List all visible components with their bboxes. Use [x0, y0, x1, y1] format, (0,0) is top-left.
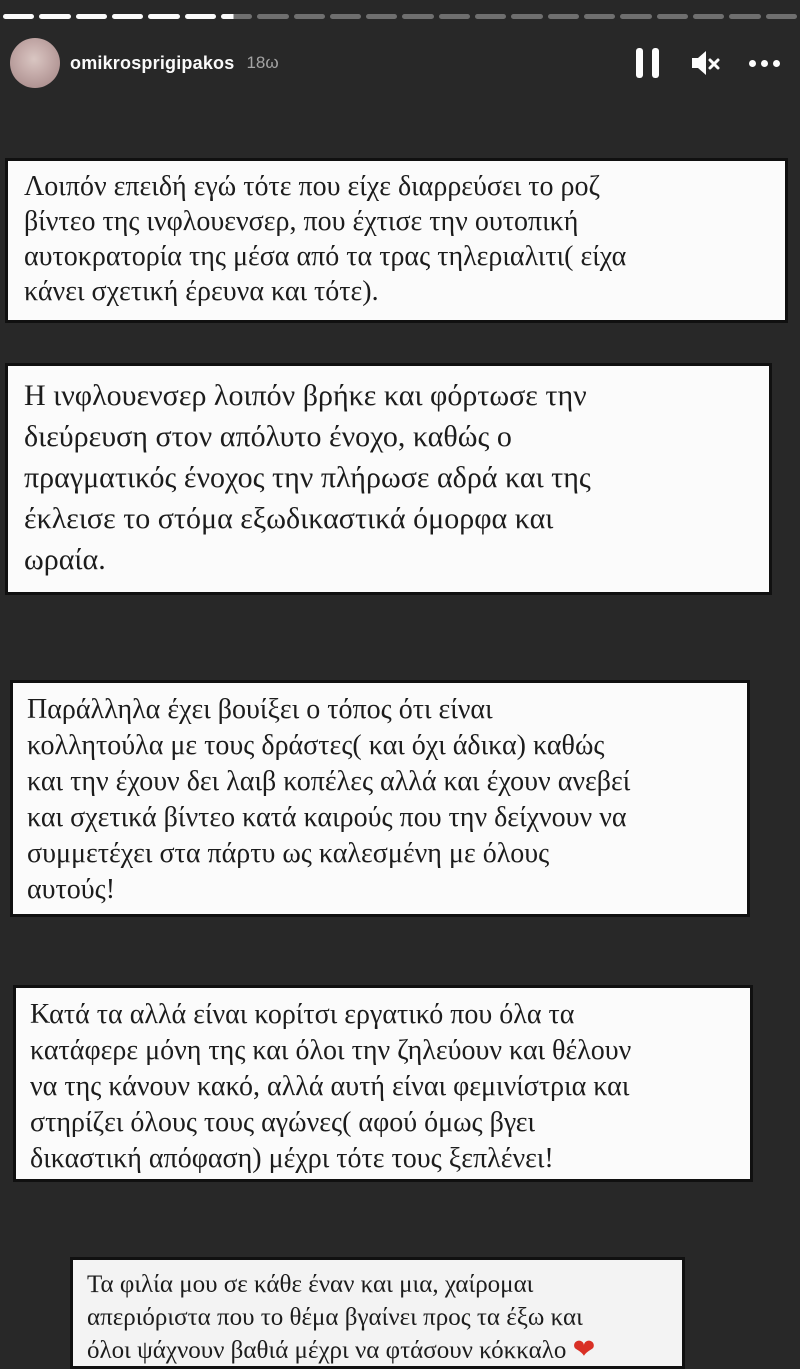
story-text-5: Τα φιλία μου σε κάθε έναν και μια, χαίρομαι απεριόριστα που το θέμα βγαίνει προς τα έξω και όλοι ψάχνουν βαθιά μέχρι να φτάσουν κόκκαλο	[87, 1271, 583, 1364]
progress-segment	[112, 14, 143, 19]
progress-segment	[475, 14, 506, 19]
story-header	[10, 36, 786, 90]
avatar[interactable]	[10, 38, 60, 88]
story-timestamp: 18ω	[246, 53, 279, 72]
progress-segment	[657, 14, 688, 19]
more-options-button[interactable]	[749, 45, 780, 81]
progress-segment	[548, 14, 579, 19]
progress-segment	[3, 14, 34, 19]
username[interactable]: omikrosprigipakos	[70, 52, 235, 73]
progress-segment	[221, 14, 252, 19]
mute-button[interactable]	[687, 45, 723, 81]
red-heart-icon: ❤	[572, 1334, 596, 1364]
progress-segment	[729, 14, 760, 19]
progress-segment	[511, 14, 542, 19]
story-text-block-4	[13, 985, 753, 1182]
progress-segment	[148, 14, 179, 19]
progress-segment	[766, 14, 797, 19]
progress-segment	[39, 14, 70, 19]
progress-segment	[76, 14, 107, 19]
progress-segment	[257, 14, 288, 19]
pause-icon	[636, 48, 643, 78]
more-options-icon	[749, 60, 756, 67]
progress-segment	[439, 14, 470, 19]
progress-segment	[620, 14, 651, 19]
progress-segment	[185, 14, 216, 19]
progress-segment	[402, 14, 433, 19]
pause-button[interactable]	[636, 45, 659, 81]
progress-segment	[330, 14, 361, 19]
progress-segment	[294, 14, 325, 19]
progress-segment	[584, 14, 615, 19]
progress-segment	[693, 14, 724, 19]
story-text-3: Παράλληλα έχει βουίξει ο τόπος ότι είναι κολλητούλα με τους δράστες( και όχι άδικα) καθώς και την έχουν δει λαιβ κοπέλες αλλά και έχουν ανεβεί και σχετικά βίντεο κατά καιρούς που την δείχνουν να συμμετέχει στα πάρτυ ως καλεσμένη με όλους αυτούς!	[27, 694, 631, 905]
story-text-4: Κατά τα αλλά είναι κορίτσι εργατικό που όλα τα κατάφερε μόνη της και όλοι την ζηλεύουν και θέλουν να της κάνουν κακό, αλλά αυτή είναι φεμινίστρια και στηρίζει όλους τους αγώνες( αφού όμως βγει δικαστική απόφαση) μέχρι τότε τους ξεπλένει!	[30, 999, 632, 1174]
story-text-1: Λοιπόν επειδή εγώ τότε που είχε διαρρεύσει το ροζ βίντεο της ινφλουενσερ, που έχτισε την ουτοπική αυτοκρατορία της μέσα από τα τρας τηλεριαλιτι( είχα κάνει σχετική έρευνα και τότε).	[24, 171, 627, 307]
story-text-block-1	[5, 158, 788, 323]
story-text-2: Η ινφλουενσερ λοιπόν βρήκε και φόρτωσε την διεύρευση στον απόλυτο ένοχο, καθώς ο πραγματικός ένοχος την πλήρωσε αδρά και της έκλεισε το στόμα εξωδικαστικά όμορφα και ωραία.	[24, 379, 591, 576]
mute-icon	[687, 45, 723, 81]
story-text-block-2	[5, 363, 772, 595]
story-text-block-3	[10, 680, 750, 917]
story-progress-bar	[3, 14, 797, 19]
story-text-block-5	[70, 1257, 685, 1369]
progress-segment	[366, 14, 397, 19]
